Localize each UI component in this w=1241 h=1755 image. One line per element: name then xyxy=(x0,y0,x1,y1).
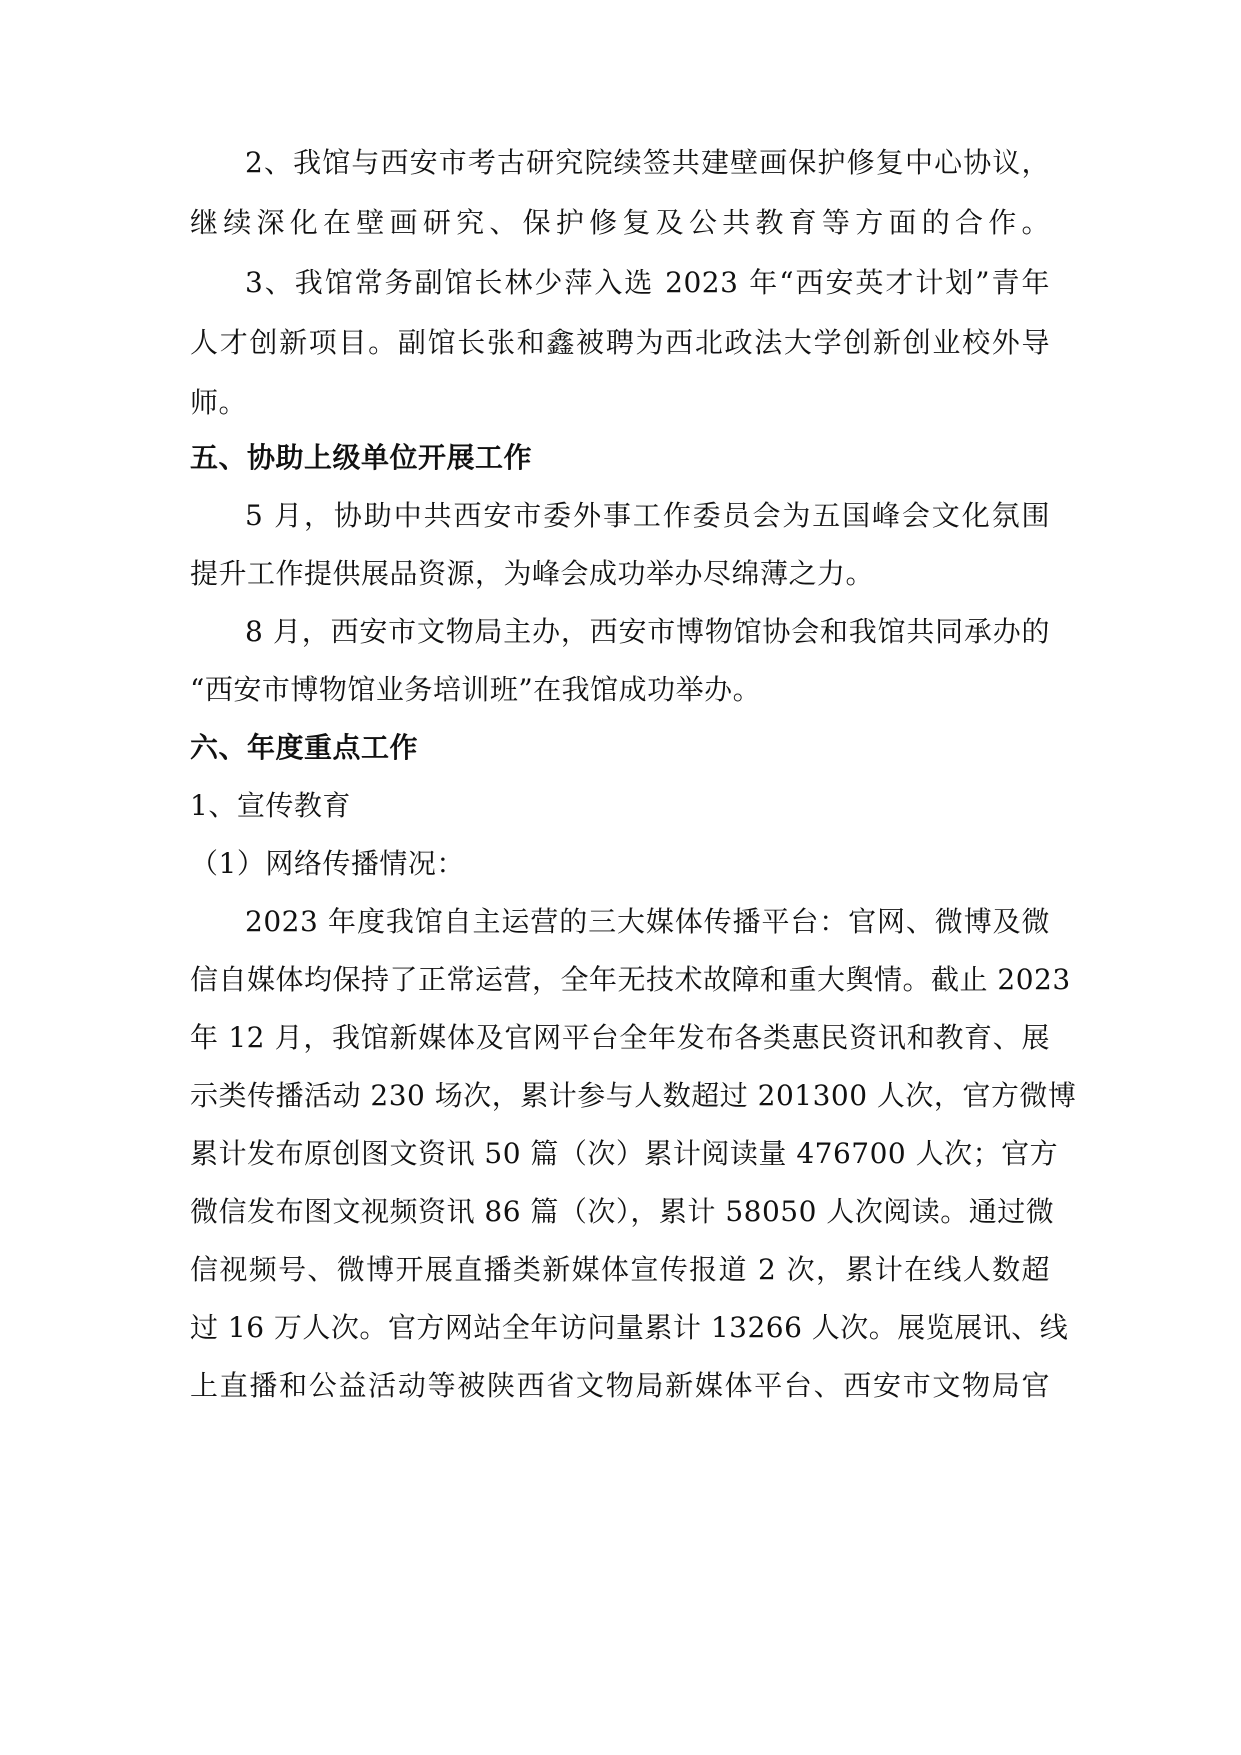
paragraph-line: 过 16 万人次。官方网站全年访问量累计 13266 人次。展览展讯、线 xyxy=(190,1311,1069,1344)
paragraph-line: 年 12 月，我馆新媒体及官网平台全年发布各类惠民资讯和教育、展 xyxy=(190,1021,1050,1054)
paragraph-line: 示类传播活动 230 场次，累计参与人数超过 201300 人次，官方微博 xyxy=(190,1079,1077,1112)
paragraph-line: 3、我馆常务副馆长林少萍入选 2023 年“西安英才计划”青年 xyxy=(245,266,1050,299)
paragraph-line: 继续深化在壁画研究、保护修复及公共教育等方面的合作。 xyxy=(190,206,1050,239)
paragraph-line: 微信发布图文视频资讯 86 篇（次），累计 58050 人次阅读。通过微 xyxy=(190,1195,1055,1228)
paragraph-line: 师。 xyxy=(190,386,248,419)
paragraph-line: 8 月，西安市文物局主办，西安市博物馆协会和我馆共同承办的 xyxy=(245,615,1050,648)
paragraph-line: 5 月，协助中共西安市委外事工作委员会为五国峰会文化氛围 xyxy=(245,499,1050,532)
paragraph-line: 信视频号、微博开展直播类新媒体宣传报道 2 次，累计在线人数超 xyxy=(190,1253,1050,1286)
paragraph-line: 2、我馆与西安市考古研究院续签共建壁画保护修复中心协议， xyxy=(245,146,1050,179)
paragraph-line: 2023 年度我馆自主运营的三大媒体传播平台：官网、微博及微 xyxy=(245,905,1050,938)
subsection-heading: （1）网络传播情况： xyxy=(190,847,465,880)
paragraph-line: 信自媒体均保持了正常运营，全年无技术故障和重大舆情。截止 2023 xyxy=(190,963,1071,996)
section-heading: 六、年度重点工作 xyxy=(190,731,419,764)
paragraph-line: 提升工作提供展品资源，为峰会成功举办尽绵薄之力。 xyxy=(190,557,875,590)
paragraph-line: 累计发布原创图文资讯 50 篇（次）累计阅读量 476700 人次；官方 xyxy=(190,1137,1059,1170)
paragraph-line: 上直播和公益活动等被陕西省文物局新媒体平台、西安市文物局官 xyxy=(190,1369,1050,1402)
section-heading: 五、协助上级单位开展工作 xyxy=(190,441,533,474)
paragraph-line: 人才创新项目。副馆长张和鑫被聘为西北政法大学创新创业校外导 xyxy=(190,326,1050,359)
subsection-heading: 1、宣传教育 xyxy=(190,789,351,822)
paragraph-line: “西安市博物馆业务培训班”在我馆成功举办。 xyxy=(190,673,762,706)
